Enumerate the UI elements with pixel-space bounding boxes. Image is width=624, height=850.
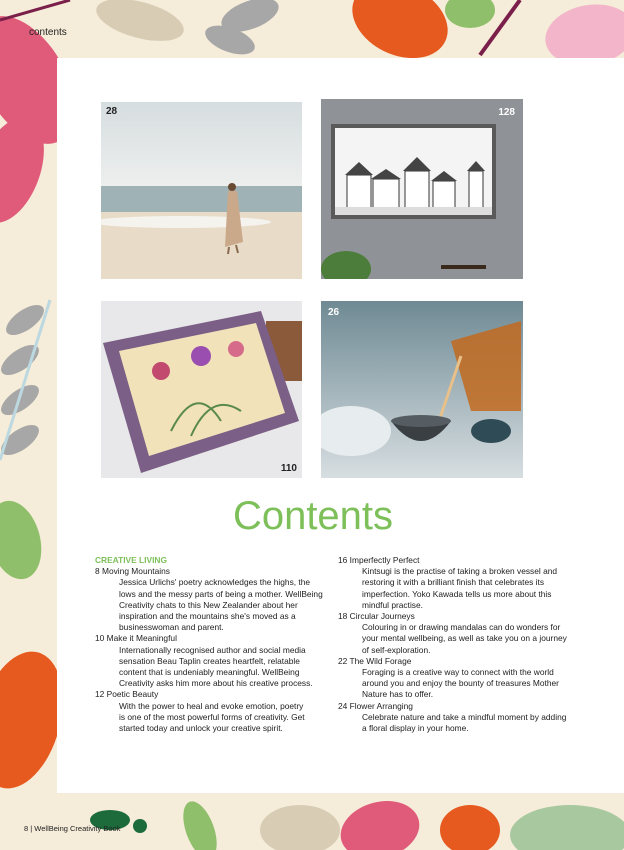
entry-line: Celebrate nature and take a mindful moment by adding [362, 711, 567, 722]
contents-entry[interactable] [338, 611, 578, 656]
contents-entry[interactable] [338, 656, 578, 701]
contents-entry[interactable] [95, 633, 330, 689]
entry-line: Creativity asks him more about his creative process. [119, 678, 313, 689]
entry-line: of self-exploration. [362, 644, 431, 655]
entry-line: Nature has to offer. [362, 689, 434, 700]
entry-line: Colouring in or drawing mandalas can do wonders for [362, 622, 561, 633]
entry-line: sensation Beau Taplin creates heartfelt, relatable [119, 655, 300, 666]
entry-line: Jessica Urlichs' poetry acknowledges the highs, the [119, 577, 311, 588]
entry-line: With the power to heal and evoke emotion, poetry [119, 700, 304, 711]
entry-heading: 24 Flower Arranging [338, 700, 413, 711]
contents-entry[interactable] [95, 566, 330, 633]
photo-cushion [101, 301, 302, 478]
contents-column-right [338, 555, 578, 734]
entry-line: Creativity chats to this New Zealander about her [119, 599, 298, 610]
entry-line: content that is undeniably meaningful. WellBeing [119, 667, 300, 678]
photo-houses [321, 99, 523, 279]
entry-line: lows and the messy parts of being a mother. WellBeing [119, 588, 323, 599]
entry-line: Kintsugi is the practise of taking a broken vessel and [362, 566, 558, 577]
contents-column-left [95, 555, 330, 734]
entry-line: Internationally recognised author and social media [119, 644, 306, 655]
entry-line: inspiration and the mountains she's moved as a [119, 611, 296, 622]
entry-heading: 12 Poetic Beauty [95, 689, 159, 700]
photo-page-number: 110 [280, 463, 297, 474]
category-heading: CREATIVE LIVING [95, 555, 167, 565]
entry-line: around you and enjoy the bounty of treasures Mother [362, 678, 559, 689]
photo-beach [101, 102, 302, 279]
entry-line: a floral display in your home. [362, 723, 469, 734]
entry-line: businesswoman and parent. [119, 622, 224, 633]
page-title: Contents [232, 494, 394, 538]
entry-heading: 16 Imperfectly Perfect [338, 555, 420, 565]
photo-page-number: 26 [328, 307, 340, 318]
contents-entry[interactable] [95, 689, 330, 734]
contents-entry[interactable] [338, 701, 578, 735]
photo-page-number: 128 [498, 107, 515, 118]
entry-line: imperfection. Yoko Kawada tells us more about this [362, 588, 552, 599]
entry-line: mindful practise. [362, 599, 423, 610]
entry-heading: 18 Circular Journeys [338, 611, 415, 622]
entry-line: started today and unlock your creative spirit. [119, 723, 283, 734]
photo-tea [321, 301, 523, 478]
contents-entry[interactable] [338, 555, 578, 611]
section-tag: contents [29, 27, 67, 38]
photo-page-number: 28 [106, 106, 118, 117]
entry-heading: 22 The Wild Forage [338, 655, 412, 666]
entry-line: Foraging is a creative way to connect with the world [362, 667, 554, 678]
entry-line: your mental wellbeing, as well as take you on a journey [362, 633, 567, 644]
entry-heading: 8 Moving Mountains [95, 566, 170, 577]
page-footer: 8 | WellBeing Creativity Book [24, 824, 121, 833]
entry-line: restoring it with a brilliant finish that celebrates its [362, 577, 545, 588]
entry-heading: 10 Make it Meaningful [95, 633, 177, 644]
entry-line: is one of the most powerful forms of creativity. Get [119, 711, 305, 722]
